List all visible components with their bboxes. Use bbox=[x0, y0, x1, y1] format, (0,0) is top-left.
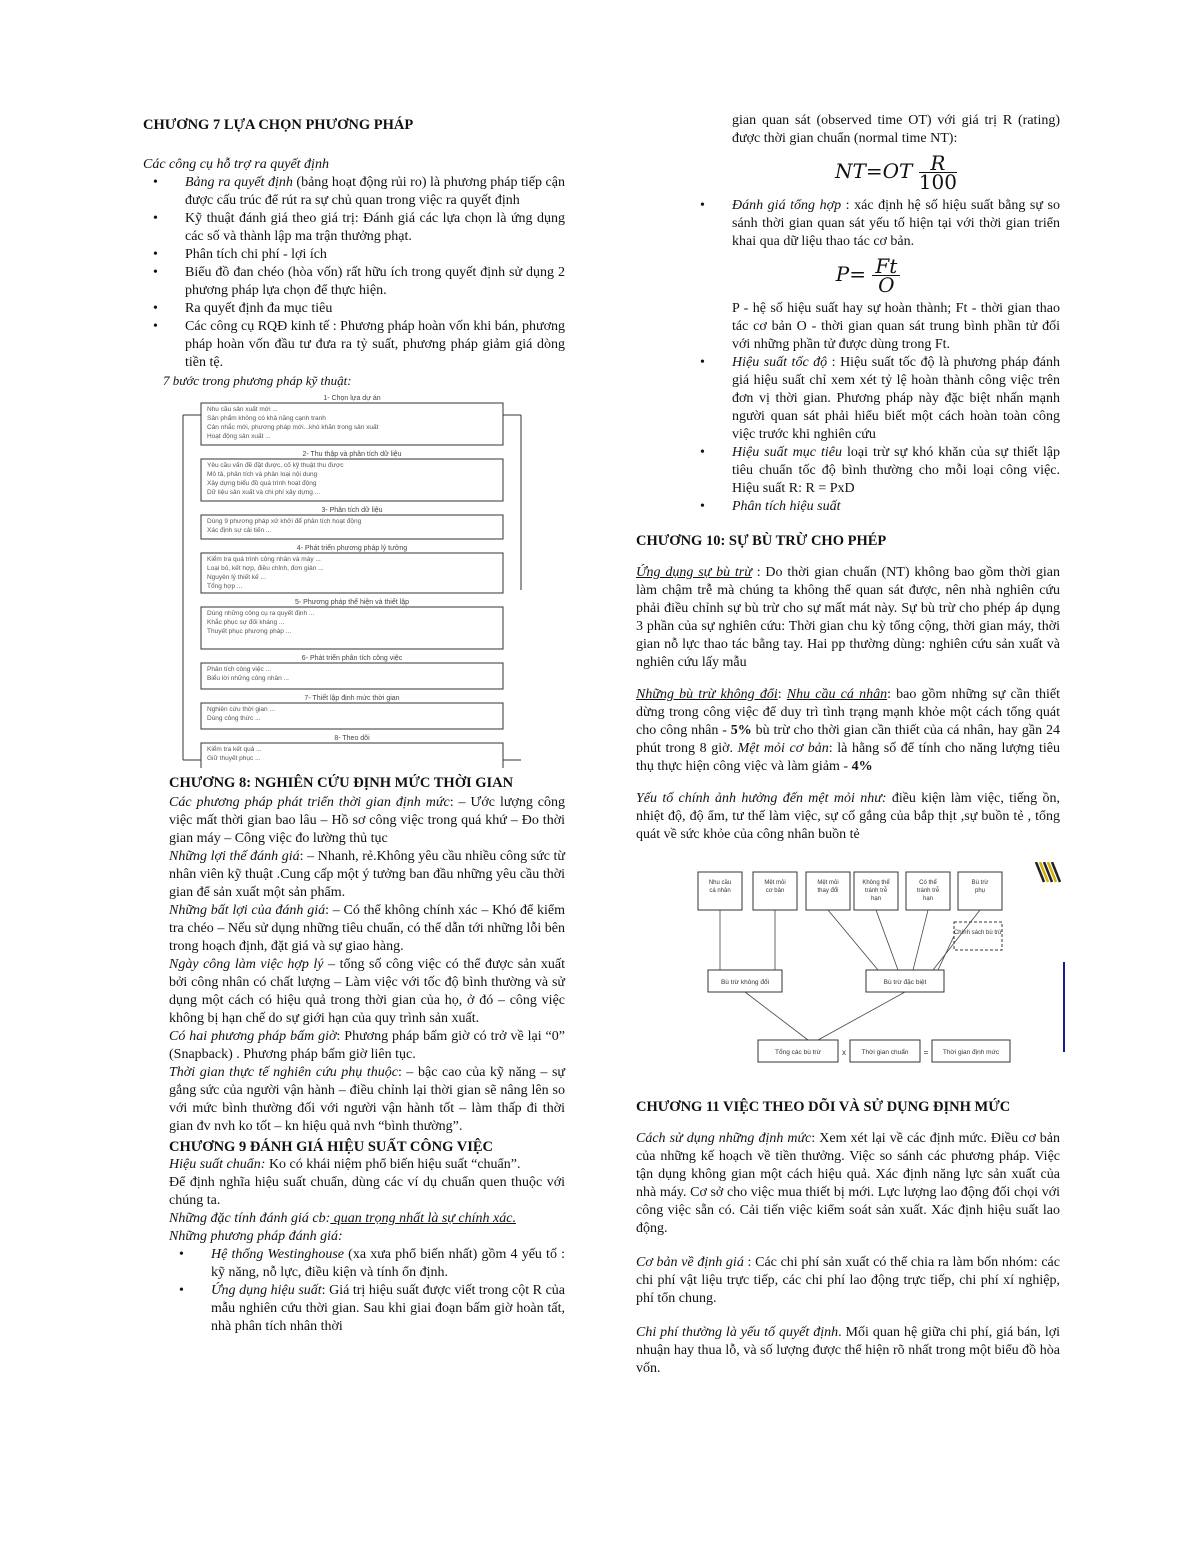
step-line: Dùng những công cụ ra quyết định ... bbox=[207, 610, 315, 617]
allowance-box-label: tránh trễ bbox=[916, 888, 940, 894]
list-item: • Bảng ra quyết định (bảng hoạt động rủi ro) là phương pháp tiếp cận được cấu trúc để rút ra sự chủ quan trong việc ra quyết định bbox=[143, 174, 565, 210]
allowance-box-label: hạn bbox=[922, 896, 934, 902]
allowance-box-label: hạn bbox=[870, 896, 882, 902]
list-item: • Các công cụ RQĐ kinh tế : Phương pháp hoàn vốn khi bán, phương pháp hoàn vốn đầu tư đưa ra tỷ suất, phương pháp giảm giá dòng tiền tệ. bbox=[143, 318, 565, 372]
chapter-10-title: CHƯƠNG 10: SỰ BÙ TRỪ CHO PHÉP bbox=[636, 533, 887, 549]
paragraph: Thời gian thực tế nghiên cứu phụ thuộc: – bậc cao của kỹ năng – sự gắng sức của người vận hành – điều chỉnh lại thời gian sẽ nâng lên so với mức bình thường đối với người vận hành tốt – làm thấp đi thời gian đv nvh ko tốt – kn hiệu quả nvh “bình thường”. bbox=[169, 1065, 565, 1134]
paragraph: Chi phí thường là yếu tố quyết định. Mối quan hệ giữa chi phí, giá bán, lợi nhuận hay thua lỗ, và số lượng được thể hiện rõ nhất trong một biểu đồ hòa vốn. bbox=[636, 1325, 1061, 1376]
allowance-box-label: tránh trễ bbox=[864, 888, 888, 894]
connector bbox=[745, 992, 808, 1040]
allowance-diagram bbox=[688, 862, 1068, 1084]
chapter-8-title: CHƯƠNG 8: NGHIÊN CỨU ĐỊNH MỨC THỜI GIAN bbox=[169, 775, 514, 791]
paragraph: Cơ bản về định giá : Các chi phí sản xuất có thể chia ra làm bốn nhóm: các chi phí vật liệu trực tiếp, các chi phí lao động trực tiếp, chi phí xí nghiệp, phí tổn chung. bbox=[636, 1255, 1060, 1306]
list-item: • Hiệu suất tốc độ : Hiệu suất tốc độ là phương pháp đánh giá hiệu suất chỉ xem xét tỷ lệ hoàn thành công việc trên đơn vị thời gian. Phương pháp này đặc biệt nhấn mạnh người quan sát phải hiểu biết một cách hoàn toàn công việc trước khi nghiên cứu bbox=[690, 354, 1060, 444]
paragraph: Cách sử dụng những định mức: Xem xét lại về các định mức. Điều cơ bản của những kế hoạch về tiền thưởng. Việc so sánh các phương pháp. Việc tận dụng không gian một cách hiệu quả. Xác định năng lực sản xuất của nhà máy. Cơ sở cho việc mua thiết bị mới. Lực lượng lao động đối chọi với công việc sẵn có. Cải tiến việc kiểm soát sản xuất. Xác định hiệu suất lao động. bbox=[636, 1131, 1060, 1236]
result-box-label: Thời gian định mức bbox=[942, 1049, 1000, 1056]
step-line: Loại bỏ, kết hợp, điều chỉnh, đơn giản ... bbox=[207, 565, 324, 572]
formula-nt: NT=OT $\frac{R}{100}$ bbox=[835, 151, 957, 194]
list-item: • Đánh giá tổng hợp : xác định hệ số hiệu suất bằng sự so sánh thời gian quan sát yếu tố hiện tại với thời gian triển khai qua dữ liệu thao tác cơ bản. bbox=[690, 197, 1060, 251]
step-line: Xác định sự cải tiến ... bbox=[207, 527, 272, 534]
result-box-label: Thời gian chuẩn bbox=[861, 1049, 909, 1056]
allowance-box-label: Bù trừ bbox=[971, 880, 989, 886]
tools-list bbox=[143, 174, 565, 372]
list-item: • Biểu đồ đan chéo (hòa vốn) rất hữu ích trong quyết định sử dụng 2 phương pháp lựa chọn để thực hiện. bbox=[143, 264, 565, 300]
step-title: 7- Thiết lập định mức thời gian bbox=[304, 695, 400, 702]
mid-box-label: Bù trừ đặc biệt bbox=[883, 979, 927, 986]
methods-list bbox=[139, 1246, 565, 1336]
seven-steps-flowchart bbox=[173, 390, 553, 768]
step-line: Yêu cầu vấn đề đặt được, cố kỹ thuật thu được bbox=[207, 462, 344, 469]
list-item: • Ứng dụng hiệu suất: Giá trị hiệu suất được viết trong cột R của mẫu nghiên cứu thời gian. Sau khi giai đoạn bấm giờ hoàn tất, nhà phân tích nhân thời bbox=[139, 1282, 565, 1336]
connector bbox=[818, 992, 905, 1040]
paragraph: Để định nghĩa hiệu suất chuẩn, dùng các ví dụ chuẩn quen thuộc với chúng ta. bbox=[169, 1175, 565, 1208]
chapter-11-title: CHƯƠNG 11 VIỆC THEO DÕI VÀ SỬ DỤNG ĐỊNH MỨC bbox=[636, 1099, 1011, 1115]
allowance-box-label: Không thể bbox=[862, 880, 890, 886]
paragraph: Những đặc tính đánh giá cb: quan trọng nhất là sự chính xác. bbox=[169, 1211, 516, 1226]
seven-steps-heading: 7 bước trong phương pháp kỹ thuật: bbox=[163, 373, 352, 388]
list-item: • Hệ thống Westinghouse (xa xưa phổ biến nhất) gồm 4 yếu tố : kỹ năng, nỗ lực, điều kiện và tính ổn định. bbox=[139, 1246, 565, 1282]
rating-list-a bbox=[690, 197, 1060, 251]
policy-label: Chính sách bù trừ bbox=[953, 930, 1003, 936]
list-item: • Ra quyết định đa mục tiêu bbox=[143, 300, 565, 318]
step-line: Nghiên cứu thời gian ... bbox=[207, 706, 275, 713]
allowance-box-label: phụ bbox=[974, 888, 986, 894]
connector bbox=[938, 936, 954, 970]
paragraph: gian quan sát (observed time OT) với giá trị R (rating) được thời gian chuẩn (normal time NT): bbox=[732, 113, 1060, 146]
list-item: • Kỹ thuật đánh giá theo giá trị: Đánh giá các lựa chọn là ứng dụng các số và thành lập ma trận thưởng phạt. bbox=[143, 210, 565, 246]
step-line: Dữ liệu sản xuất và chi phí xây dựng ... bbox=[207, 489, 321, 496]
allowance-box-label: Mệt mỏi bbox=[764, 880, 786, 886]
step-title: 3- Phân tích dữ liệu bbox=[321, 507, 383, 514]
step-line: Biểu lời những công nhân ... bbox=[207, 675, 289, 682]
connector bbox=[913, 910, 928, 970]
allowance-box-label: cá nhân bbox=[709, 888, 731, 894]
step-title: 6- Phát triển phân tích công việc bbox=[301, 655, 403, 662]
allowance-box-label: cơ bản bbox=[765, 888, 785, 894]
step-line: Tổng hợp ... bbox=[207, 583, 243, 590]
connector bbox=[828, 910, 878, 970]
allowance-box-label: thay đổi bbox=[817, 888, 839, 894]
operator: = bbox=[923, 1048, 929, 1057]
mid-box-label: Bù trừ không đổi bbox=[720, 979, 770, 986]
policy-box bbox=[954, 922, 1002, 950]
step-line: Dùng công thức ... bbox=[207, 715, 261, 722]
list-item: • Phân tích chi phí - lợi ích bbox=[143, 246, 565, 264]
step-line: Kiểm tra quá trình công nhân và máy ... bbox=[207, 556, 321, 563]
paragraph: Ứng dụng sự bù trừ : Do thời gian chuẩn (NT) không bao gồm thời gian làm chậm trễ mà chúng ta không thể quan sát được, nên nhà nghiên cứu phải điều chỉnh sự bù trừ cho sự mất mát này. Sự bù trừ cho phép áp dụng 3 phần của sự nghiên cứu: Thời gian chu kỳ tổng cộng, thời gian máy, thời gian nỗ lực thao tác bằng tay. Hai pp thường dùng: nghiên cứu sản xuất và nghiên cứu lấy mẫu bbox=[636, 565, 1060, 670]
paragraph: Những bù trừ không đổi: Nhu cầu cá nhân: bao gồm những sự cần thiết dừng trong công việc để duy trì tình trạng mạnh khỏe một cách tổng quát cho công nhân - 5% bù trừ cho thời gian cần thiết của cá nhân, hay gần 24 phút trong 8 giờ. Mệt mỏi cơ bản: là hằng số để tính cho năng lượng tiêu thụ thực hiện công việc và làm giảm - 4% bbox=[636, 687, 1061, 774]
step-line: Dùng 9 phương pháp xử khởi để phân tích hoạt động bbox=[207, 518, 362, 525]
paragraph: Yếu tố chính ảnh hưởng đến mệt mỏi như: điều kiện làm việc, tiếng ồn, nhiệt độ, độ ẩm, tư thế làm việc, sự cố gắng của bắp thịt ,sự buồn tẻ , tổng quát về sức khỏe của công nhân buồn tẻ bbox=[636, 791, 1061, 842]
chapter-7-title: CHƯƠNG 7 LỰA CHỌN PHƯƠNG PHÁP bbox=[143, 117, 414, 133]
step-line: Phân tích công việc ... bbox=[207, 666, 271, 673]
step-line: Giữ thuyết phục ... bbox=[207, 755, 261, 762]
right-column bbox=[636, 112, 1060, 1378]
step-title: 1- Chọn lựa dự án bbox=[323, 395, 381, 402]
step-title: 2- Thu thập và phân tích dữ liệu bbox=[302, 451, 402, 458]
step-line: Mô tả, phân tích và phân loại nội dung bbox=[207, 471, 318, 478]
step-title: 4- Phát triển phương pháp lý tưởng bbox=[296, 545, 408, 552]
allowance-box-label: Có thể bbox=[919, 880, 937, 886]
allowance-box-label: Mệt mỏi bbox=[817, 880, 839, 886]
step-line: Sản phẩm không có khả năng cạnh tranh bbox=[207, 415, 326, 422]
step-line: Hoạt động sản xuất ... bbox=[207, 433, 271, 440]
step-line: Nhu cầu sản xuất mới ... bbox=[207, 406, 278, 413]
result-box-label: Tổng các bù trừ bbox=[775, 1049, 821, 1056]
connector bbox=[876, 910, 898, 970]
paragraph: P - hệ số hiệu suất hay sự hoàn thành; Ft - thời gian thao tác cơ bản O - thời gian quan sát trung bình phần tử đối với những phần tử được dùng trong Ft. bbox=[732, 301, 1060, 352]
formula-p: P= $\frac{Ft}{O}$ bbox=[676, 257, 1060, 294]
step-line: Xây dựng biểu đồ quá trình hoạt động bbox=[207, 480, 317, 487]
paragraph: Những lợi thế đánh giá: – Nhanh, rẻ.Không yêu cầu nhiều công sức từ nhân viên kỹ thuật .Cung cấp một ý tưởng ban đầu những yêu cầu thời gian để sản xuất một sản phẩm. bbox=[169, 849, 566, 900]
rating-list-b bbox=[690, 354, 1060, 516]
list-item: • Hiệu suất mục tiêu loại trừ sự khó khăn của sự thiết lập tiêu chuẩn tốc độ bình thường cho mỗi loại công việc. Hiệu suất R: R = PxD bbox=[690, 444, 1060, 498]
paragraph: Các phương pháp phát triển thời gian định mức: – Ước lượng công việc mất thời gian bao lâu – Hồ sơ công việc trong quá khứ – Đo thời gian máy – Công việc đo lường thủ tục bbox=[169, 795, 566, 846]
paragraph: Những phương pháp đánh giá: bbox=[169, 1229, 343, 1244]
step-line: Khắc phục sự đối kháng ... bbox=[207, 619, 285, 626]
allowance-box-label: Nhu cầu bbox=[708, 880, 732, 886]
step-line: Kiểm tra kết quả ... bbox=[207, 746, 262, 753]
step-line: Nguyên lý thiết kế ... bbox=[207, 574, 266, 581]
paragraph: Có hai phương pháp bấm giờ: Phương pháp bấm giờ có trở về lại “0” (Snapback) . Phương pháp bấm giờ liên tục. bbox=[169, 1029, 565, 1062]
step-title: 8- Theo dõi bbox=[334, 735, 370, 742]
operator: x bbox=[842, 1048, 846, 1057]
paragraph: Ngày công làm việc hợp lý – tổng số công việc có thể được sản xuất bởi công nhân có chất lượng – Làm việc với tốc độ bình thường và sử dụng một cách có hiệu quả trong thời gian của họ, ở đó – công việc không bị hạn chế do sự giới hạn của quy trình sản xuất. bbox=[169, 957, 565, 1026]
step-title: 5- Phương pháp thể hiện và thiết lập bbox=[295, 599, 409, 606]
tools-heading: Các công cụ hỗ trợ ra quyết định bbox=[143, 157, 329, 172]
step-line: Cân nhắc mới, phương pháp mới...khó khăn trong sản xuất bbox=[207, 424, 379, 431]
list-item: • Phân tích hiệu suất bbox=[690, 498, 1060, 516]
chapter-9-title: CHƯƠNG 9 ĐÁNH GIÁ HIỆU SUẤT CÔNG VIỆC bbox=[169, 1139, 494, 1155]
paragraph: Hiệu suất chuẩn: Ko có khái niệm phổ biến hiệu suất “chuẩn”. bbox=[169, 1157, 521, 1172]
left-column bbox=[143, 112, 565, 1336]
step-line: Thuyết phục phương pháp ... bbox=[207, 628, 292, 635]
paragraph: Những bất lợi của đánh giá: – Có thể không chính xác – Khó để kiểm tra chéo – Nếu sử dụng những tiêu chuẩn, có thể dẫn tới những lỗi bên trong hoạch định, đặt giá và sự giao hàng. bbox=[169, 903, 566, 954]
